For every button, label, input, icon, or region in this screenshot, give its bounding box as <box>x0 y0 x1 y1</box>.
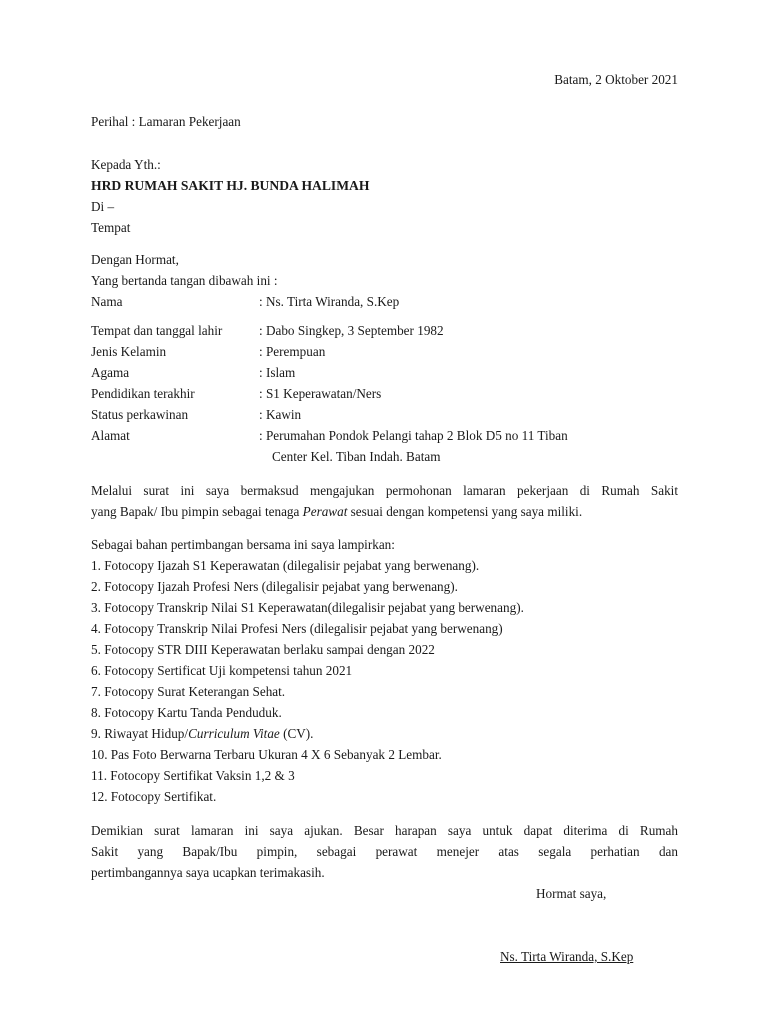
list-item: 11. Fotocopy Sertifikat Vaksin 1,2 & 3 <box>91 768 295 783</box>
closing-line2: Sakit yang Bapak/Ibu pimpin, sebagai perawat menejer atas segala perhatian dan <box>91 844 678 859</box>
education-label: Pendidikan terakhir <box>91 386 195 401</box>
list-item: 1. Fotocopy Ijazah S1 Keperawatan (dilegalisir pejabat yang berwenang). <box>91 558 480 573</box>
closing-line3: pertimbangannya saya ucapkan terimakasih. <box>91 865 325 880</box>
religion-value: : Islam <box>259 365 296 380</box>
item9-pre: 9. Riwayat Hidup/ <box>91 726 189 741</box>
education-value: : S1 Keperawatan/Ners <box>259 386 382 401</box>
gender-value: : Perempuan <box>259 344 326 359</box>
subject-line: Perihal : Lamaran Pekerjaan <box>91 114 241 129</box>
item9-post: (CV). <box>279 726 314 741</box>
list-item: 12. Fotocopy Sertifikat. <box>91 789 217 804</box>
address-value-line1: : Perumahan Pondok Pelangi tahap 2 Blok D5 no 11 Tiban <box>259 428 568 443</box>
attachments-intro: Sebagai bahan pertimbangan bersama ini saya lampirkan: <box>91 537 395 552</box>
signature-name: Ns. Tirta Wiranda, S.Kep <box>500 949 634 964</box>
letter-date: Batam, 2 Oktober 2021 <box>554 72 678 87</box>
religion-label: Agama <box>91 365 130 380</box>
recipient-tempat: Tempat <box>91 220 131 235</box>
purpose-line2-pre: yang Bapak/ Ibu pimpin sebagai tenaga <box>91 504 303 519</box>
marital-label: Status perkawinan <box>91 407 189 422</box>
list-item: 2. Fotocopy Ijazah Profesi Ners (dilegalisir pejabat yang berwenang). <box>91 579 458 594</box>
gender-label: Jenis Kelamin <box>91 344 167 359</box>
ttl-value: : Dabo Singkep, 3 September 1982 <box>259 323 444 338</box>
address-label: Alamat <box>91 428 130 443</box>
recipient-di: Di – <box>91 199 115 214</box>
address-value-line2: Center Kel. Tiban Indah. Batam <box>272 449 441 464</box>
list-item: 4. Fotocopy Transkrip Nilai Profesi Ners (dilegalisir pejabat yang berwenang) <box>91 621 503 636</box>
nama-label: Nama <box>91 294 123 309</box>
signature-regards: Hormat saya, <box>536 886 607 901</box>
nama-value: : Ns. Tirta Wiranda, S.Kep <box>259 294 400 309</box>
salutation: Dengan Hormat, <box>91 252 179 267</box>
list-item: 8. Fotocopy Kartu Tanda Penduduk. <box>91 705 282 720</box>
closing-line1: Demikian surat lamaran ini saya ajukan. Besar harapan saya untuk dapat diterima di Rumah <box>91 823 678 838</box>
ttl-label: Tempat dan tanggal lahir <box>91 323 223 338</box>
recipient-greeting: Kepada Yth.: <box>91 157 161 172</box>
purpose-line1: Melalui surat ini saya bermaksud mengajukan permohonan lamaran pekerjaan di Rumah Sakit <box>91 483 678 498</box>
item9-italic: Curriculum Vitae <box>188 726 280 741</box>
list-item: 5. Fotocopy STR DIII Keperawatan berlaku sampai dengan 2022 <box>91 642 435 657</box>
list-item: 6. Fotocopy Sertificat Uji kompetensi tahun 2021 <box>91 663 353 678</box>
list-item: 7. Fotocopy Surat Keterangan Sehat. <box>91 684 286 699</box>
purpose-line2-post: sesuai dengan kompetensi yang saya miliki. <box>347 504 583 519</box>
list-item: 3. Fotocopy Transkrip Nilai S1 Keperawatan(dilegalisir pejabat yang berwenang). <box>91 600 524 615</box>
purpose-line2-italic: Perawat <box>302 504 348 519</box>
intro-line: Yang bertanda tangan dibawah ini : <box>91 273 278 288</box>
recipient-name: HRD RUMAH SAKIT HJ. BUNDA HALIMAH <box>91 178 370 193</box>
list-item <box>91 726 313 742</box>
purpose-line2 <box>91 504 582 520</box>
marital-value: : Kawin <box>259 407 302 422</box>
list-item: 10. Pas Foto Berwarna Terbaru Ukuran 4 X 6 Sebanyak 2 Lembar. <box>91 747 442 762</box>
